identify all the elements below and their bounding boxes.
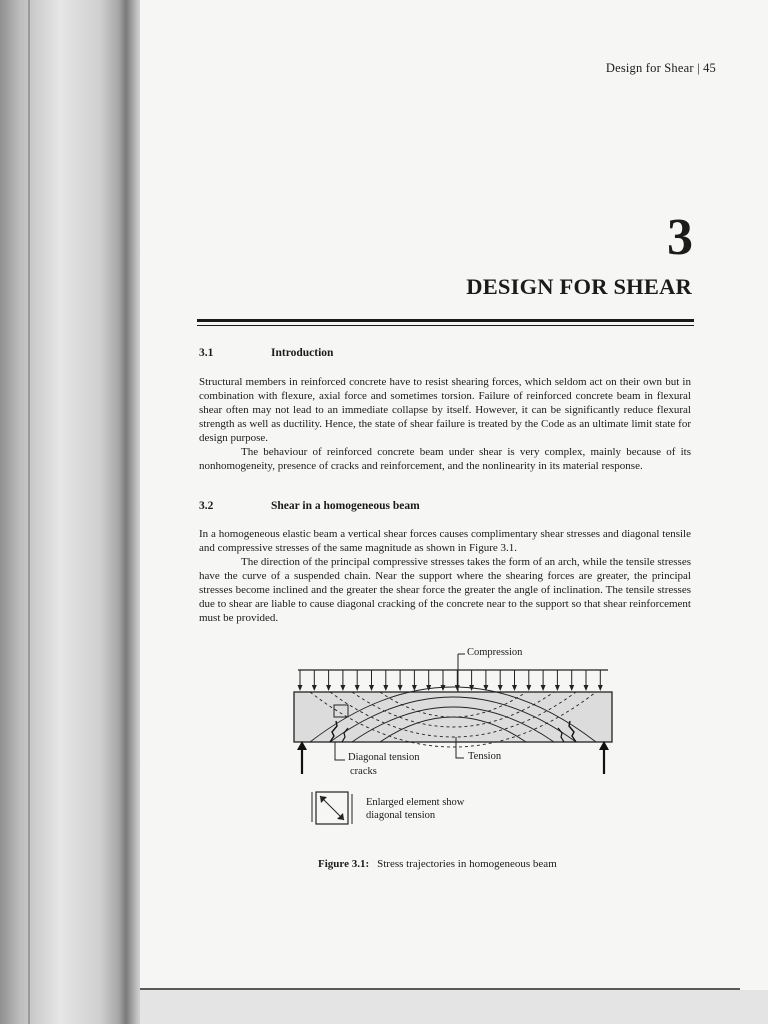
enlarged-element [312,792,352,824]
chapter-number: 3 [667,209,693,266]
figure-caption-label: Figure 3.1: [318,858,370,870]
paragraph: In a homogeneous elastic beam a vertical shear forces causes complimentary shear stresses and diagonal tensile and compressive stresses of the same magnitude as shown in Figure 3.1. [199,528,691,554]
figure-caption [318,858,557,870]
section-number: 3.1 [199,347,214,359]
title-rule-thick [197,319,694,322]
section-body-3-2 [199,527,691,625]
load-arrow-head [526,685,531,691]
section-heading-3-1 [199,347,333,359]
load-arrow-head [369,685,374,691]
tension-label: Tension [468,751,502,762]
load-arrow-head [355,685,360,691]
section-body-3-1 [199,375,691,473]
section-number: 3.2 [199,500,214,512]
section-heading-3-2 [199,500,420,512]
chapter-title: DESIGN FOR SHEAR [466,274,692,299]
enlarged-element-label-line2: diagonal tension [366,810,436,821]
running-head: Design for Shear | 45 [605,61,716,75]
load-arrow-head [441,685,446,691]
diagonal-cracks-label-line2: cracks [350,766,377,777]
enlarged-element-label-line1: Enlarged element show [366,797,465,808]
load-arrow-head [569,685,574,691]
section-title: Shear in a homogeneous beam [271,500,420,512]
load-arrow-head [340,685,345,691]
load-arrow-head [455,685,460,691]
section-title: Introduction [271,347,334,359]
load-arrow-head [412,685,417,691]
load-arrow-head [312,685,317,691]
compression-label: Compression [467,647,523,658]
title-rule-thin [197,325,694,326]
load-arrow-head [541,685,546,691]
load-arrow-head [398,685,403,691]
load-arrow-head [584,685,589,691]
paragraph: The behaviour of reinforced concrete beam under shear is very complex, mainly because of its nonhomogeneity, presence of cracks and reinforcement, and the nonlinearity in its material response. [199,446,691,472]
load-arrow-head [598,685,603,691]
load-arrow-head [555,685,560,691]
diagonal-cracks-label-line1: Diagonal tension [348,752,420,763]
load-arrow-head [498,685,503,691]
load-arrow-head [512,685,517,691]
scanner-bed [140,990,768,1024]
load-arrow-head [383,685,388,691]
scan-binding-shadow [0,0,150,1024]
cracks-leader [335,742,345,760]
distributed-load-arrows [298,670,603,691]
load-arrow-head [298,685,303,691]
figure-caption-text: Stress trajectories in homogeneous beam [377,858,557,870]
scan-binding-edge [28,0,30,1024]
paragraph: Structural members in reinforced concrete have to resist shearing forces, which seldom act on their own but in combination with flexure, axial force and sometimes torsion. Failure of reinforced concrete beam in flexural shear often may not lead to an immediate collapse by itself. However, it can be significantly reduce flexural strength as well as ductility. Hence, the state of shear failure is treated by the Code as an ultimate limit state for design purpose. [199,376,691,444]
paragraph: The direction of the principal compressive stresses takes the form of an arch, while the tensile stresses have the curve of a suspended chain. Near the support where the shearing forces are greater, the principal stresses become inclined and the greater the shear force the greater the angle of inclination. The tensile stresses due to shear are liable to cause diagonal cracking of the concrete near to the support so that shear reinforcement must be provided. [199,556,691,624]
book-page [140,0,768,990]
load-arrow-head [326,685,331,691]
